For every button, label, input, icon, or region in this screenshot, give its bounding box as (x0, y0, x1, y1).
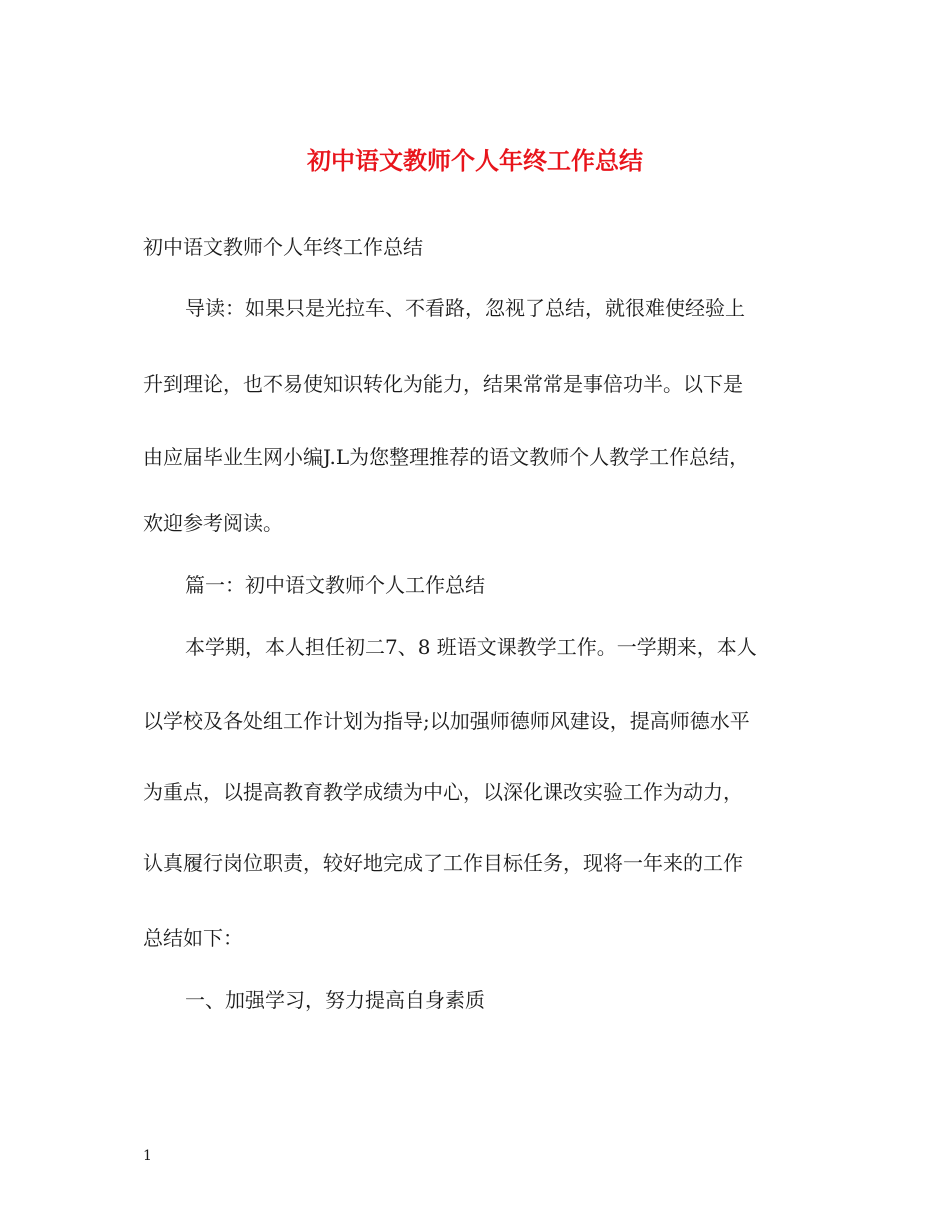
body-line-1: 本学期，本人担任初二7、8 班语文课教学工作。一学期来，本人 (185, 635, 757, 659)
intro-line-3: 由应届毕业生网小编J.L为您整理推荐的语文教师个人教学工作总结， (143, 445, 750, 469)
document-title: 初中语文教师个人年终工作总结 (307, 146, 643, 175)
intro-line-2: 升到理论，也不易使知识转化为能力，结果常常是事倍功半。以下是 (143, 372, 743, 396)
document-subtitle: 初中语文教师个人年终工作总结 (143, 235, 423, 259)
page-number: 1 (143, 1148, 152, 1164)
body-line-5: 总结如下： (143, 926, 243, 950)
subheading: 一、加强学习，努力提高自身素质 (185, 988, 485, 1012)
body-line-2: 以学校及各处组工作计划为指导;以加强师德师风建设，提高师德水平 (143, 709, 750, 733)
intro-line-4: 欢迎参考阅读。 (143, 511, 283, 535)
body-line-4: 认真履行岗位职责，较好地完成了工作目标任务，现将一年来的工作 (143, 851, 743, 875)
section-heading: 篇一：初中语文教师个人工作总结 (185, 573, 485, 597)
intro-line-1: 导读：如果只是光拉车、不看路，忽视了总结，就很难使经验上 (185, 296, 745, 320)
body-line-3: 为重点，以提高教育教学成绩为中心，以深化课改实验工作为动力， (143, 780, 743, 804)
